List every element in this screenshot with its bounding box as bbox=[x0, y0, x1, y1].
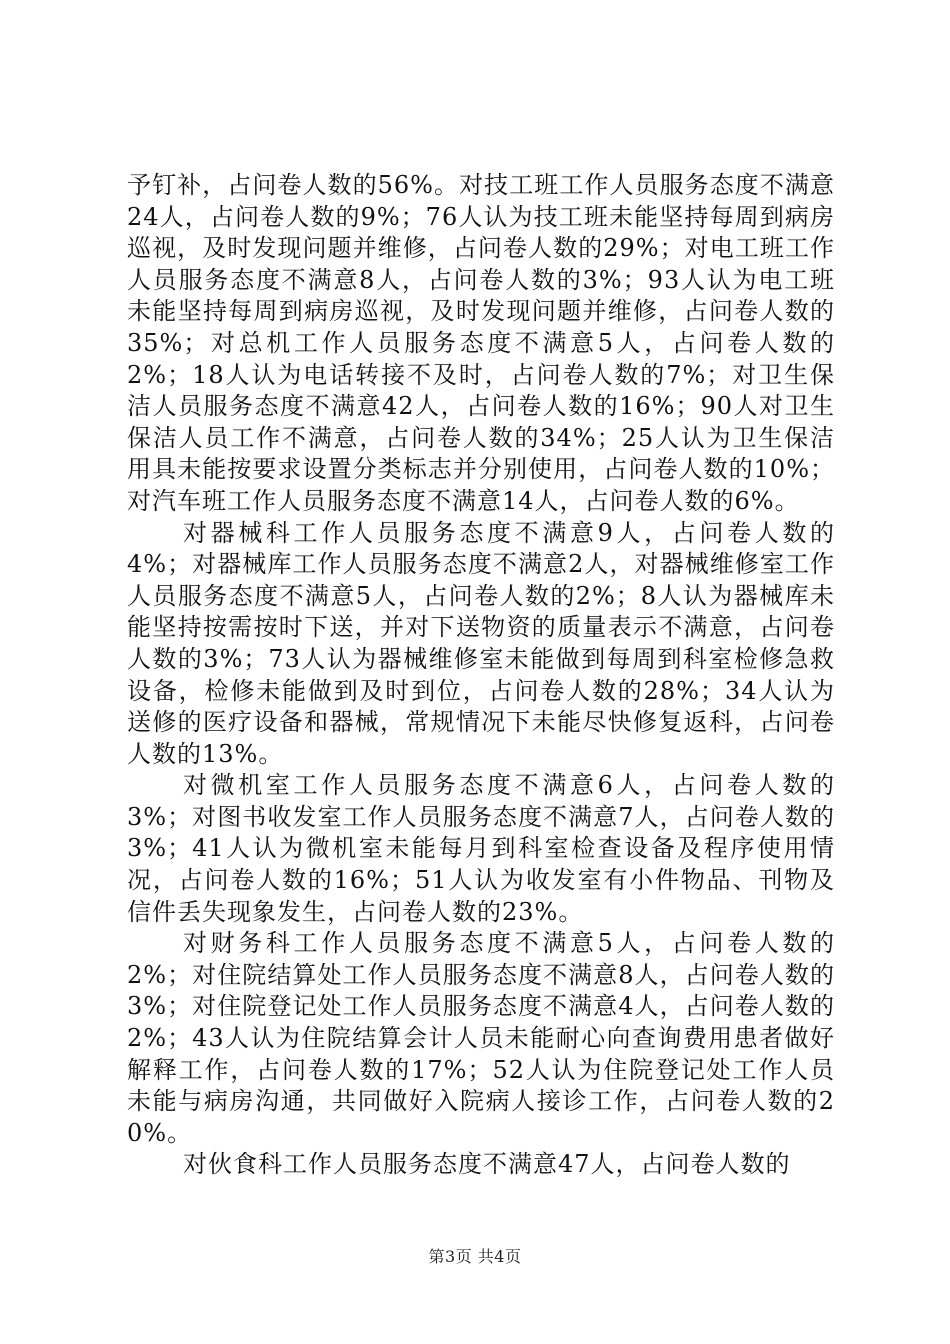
page-footer: 第3页 共4页 bbox=[428, 1247, 522, 1266]
paragraph-5: 对伙食科工作人员服务态度不满意47人，占问卷人数的 bbox=[183, 1150, 791, 1179]
paragraph-1: 予钉补，占问卷人数的56%。对技工班工作人员服务态度不满意24人，占问卷人数的9%；76人认为技工班未能坚持每周到病房巡视，及时发现问题并维修，占问卷人数的29%；对电工班工作人员服务态度不满意8人，占问卷人数的3%；93人认为电工班未能坚持每周到病房巡视，及时发现问题并维修，占问卷人数的35%；对总机工作人员服务态度不满意5人，占问卷人数的2%；18人认为电话转接不及时，占问卷人数的7%；对卫生保洁人员服务态度不满意42人，占问卷人数的16%；90人对卫生保洁人员工作不满意，占问卷人数的34%；25人认为卫生保洁用具未能按要求设置分类标志并分别使用，占问卷人数的10%；对汽车班工作人员服务态度不满意14人，占问卷人数的6%。 bbox=[127, 171, 835, 515]
paragraph-2: 对器械科工作人员服务态度不满意9人，占问卷人数的4%；对器械库工作人员服务态度不满意2人，对器械维修室工作人员服务态度不满意5人，占问卷人数的2%；8人认为器械库未能坚持按需按时下送，并对下送物资的质量表示不满意，占问卷人数的3%；73人认为器械维修室未能做到每周到科室检修急救设备，检修未能做到及时到位，占问卷人数的28%；34人认为送修的医疗设备和器械，常规情况下未能尽快修复返科，占问卷人数的13%。 bbox=[127, 518, 835, 768]
document-body bbox=[127, 170, 835, 1181]
paragraph-3: 对微机室工作人员服务态度不满意6人，占问卷人数的3%；对图书收发室工作人员服务态度不满意7人，占问卷人数的3%；41人认为微机室未能每月到科室检查设备及程序使用情况，占问卷人数的16%；51人认为收发室有小件物品、刊物及信件丢失现象发生，占问卷人数的23%。 bbox=[127, 771, 835, 926]
paragraph-4: 对财务科工作人员服务态度不满意5人，占问卷人数的2%；对住院结算处工作人员服务态度不满意8人，占问卷人数的3%；对住院登记处工作人员服务态度不满意4人，占问卷人数的2%；43人认为住院结算会计人员未能耐心向查询费用患者做好解释工作，占问卷人数的17%；52人认为住院登记处工作人员未能与病房沟通，共同做好入院病人接诊工作，占问卷人数的20%。 bbox=[127, 929, 835, 1147]
